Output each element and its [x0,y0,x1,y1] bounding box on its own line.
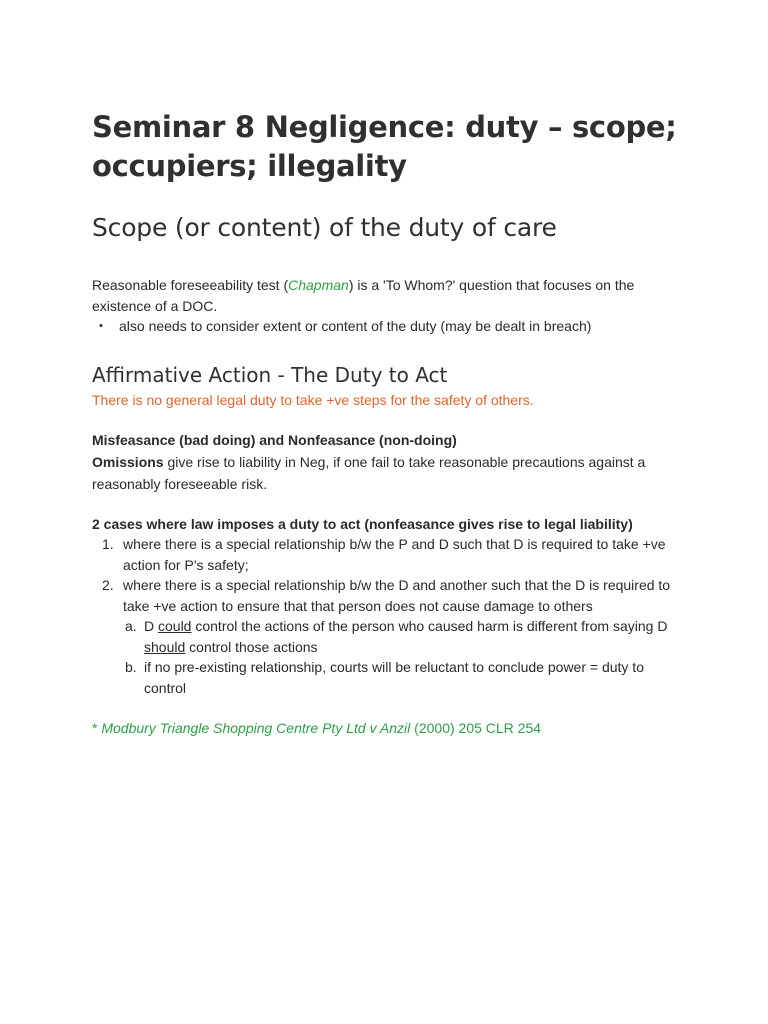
case-citation: (2000) 205 CLR 254 [410,720,542,736]
list-item-text: where there is a special relationship b/w the D and another such that the D is required to take +ve action to ensure that that person does not cause damage to others [123,577,671,614]
sub-list [123,616,682,698]
document-title: Seminar 8 Negligence: duty – scope; occupiers; illegality [92,110,677,183]
bullet-list [92,316,682,337]
intro-text-before: Reasonable foreseeability test ( [92,277,289,293]
intro-text-after: ) is a 'To Whom?' question that focuses on the existence of a DOC. [92,277,635,314]
underlined-could: could [158,618,192,634]
list-item [92,316,682,337]
underlined-should: should [144,638,186,655]
sub-a-pre: D [144,618,158,634]
section-heading-affirmative-action: Affirmative Action - The Duty to Act [92,362,448,387]
case-reference-modbury [92,718,682,739]
list-item [92,534,682,575]
sub-b-text: if no pre-existing relationship, courts will be reluctant to conclude power = duty to control [144,659,644,696]
numbered-list [92,534,682,698]
list-marker: a. [125,618,137,634]
list-item-text: where there is a special relationship b/w the P and D such that D is required to take +ve action for P's safety; [123,536,666,573]
sub-a-post: control those actions [185,638,318,655]
list-item [123,616,682,657]
cases-heading: 2 cases where law imposes a duty to act (nonfeasance gives rise to legal liability) [92,515,633,532]
list-marker: 2. [102,577,114,593]
case-reference-chapman: Chapman [288,277,349,293]
list-item [92,575,682,698]
case-star: * [92,720,98,736]
sub-a-mid: control the actions of the person who caused harm is different from saying D [191,618,668,634]
case-name: Modbury Triangle Shopping Centre Pty Ltd v Anzil [101,720,411,736]
bullet-marker: • [99,320,103,332]
notice-text: There is no general legal duty to take +ve steps for the safety of others. [92,391,534,408]
intro-paragraph [92,275,682,316]
section-heading-scope: Scope (or content) of the duty of care [92,213,557,242]
omissions-term: Omissions [92,453,164,470]
document-page [92,108,682,739]
list-marker: 1. [102,536,114,552]
omissions-paragraph [92,451,682,495]
subheading-misfeasance: Misfeasance (bad doing) and Nonfeasance (non-doing) [92,432,457,448]
omissions-text: give rise to liability in Neg, if one fail to take reasonable precautions against a reasonably foreseeable risk. [92,453,646,492]
bullet-text: also needs to consider extent or content of the duty (may be dealt in breach) [119,318,592,334]
list-marker: b. [125,659,137,675]
list-item [123,657,682,698]
